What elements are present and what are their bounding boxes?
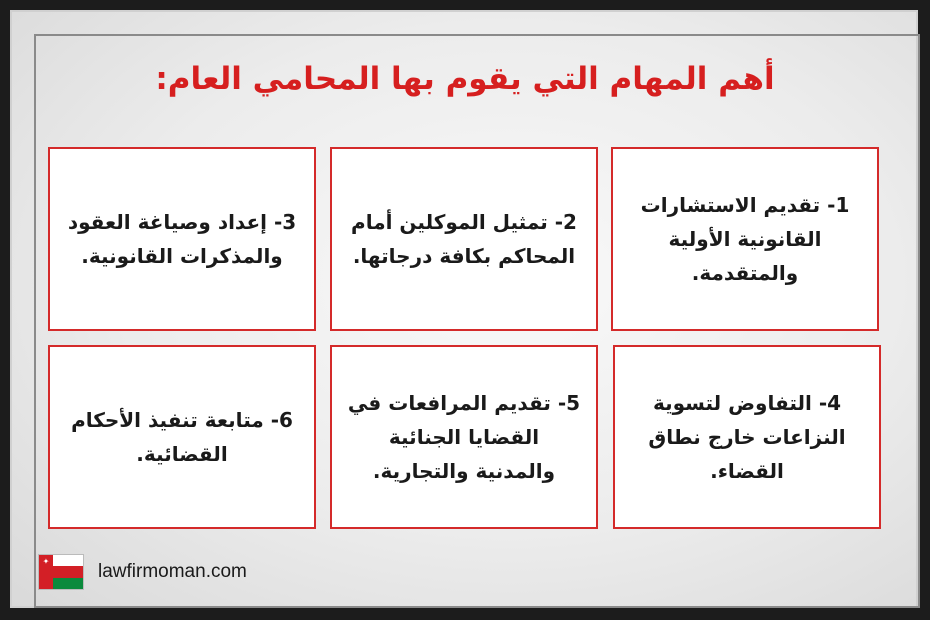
task-card-1 <box>611 147 879 331</box>
task-card-text: 4- التفاوض لتسوية النزاعات خارج نطاق القضاء. <box>648 391 846 483</box>
website-link[interactable]: lawfirmoman.com <box>98 561 247 582</box>
task-card-5 <box>330 345 598 529</box>
task-card-text: 6- متابعة تنفيذ الأحكام القضائية. <box>71 408 293 466</box>
task-card-4 <box>613 345 881 529</box>
task-card-text: 2- تمثيل الموكلين أمام المحاكم بكافة درجاتها. <box>351 210 577 268</box>
page-title: أهم المهام التي يقوم بها المحامي العام: <box>155 61 775 97</box>
task-card-text: 1- تقديم الاستشارات القانونية الأولية والمتقدمة. <box>640 193 850 285</box>
task-card-text: 3- إعداد وصياغة العقود والمذكرات القانونية. <box>67 210 297 268</box>
task-card-text: 5- تقديم المرافعات في القضايا الجنائية والمدنية والتجارية. <box>347 391 581 483</box>
oman-flag-icon: ✦ <box>38 554 84 590</box>
task-card-2 <box>330 147 598 331</box>
task-card-3 <box>48 147 316 331</box>
task-card-6 <box>48 345 316 529</box>
